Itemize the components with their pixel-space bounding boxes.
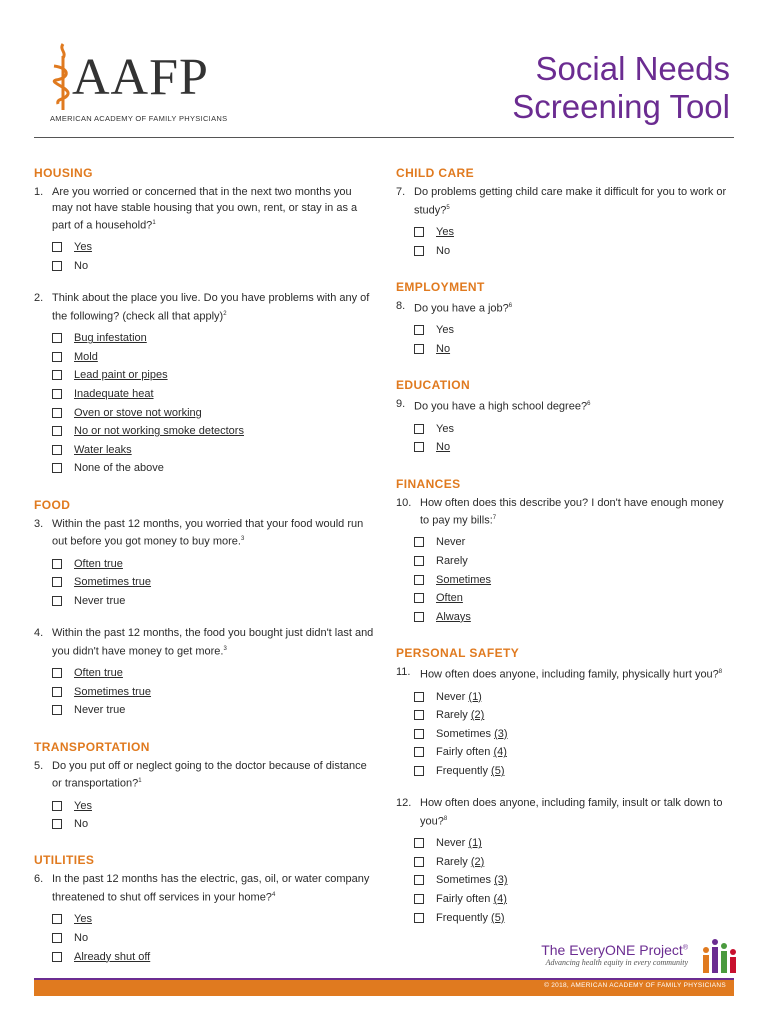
option-label: No xyxy=(436,244,451,257)
option-score: (5) xyxy=(491,911,505,924)
option[interactable] xyxy=(414,762,732,781)
question-text-body: How often does this describe you? I don't have enough money to pay my bills: xyxy=(420,496,724,527)
option[interactable] xyxy=(52,238,374,257)
question xyxy=(34,185,374,234)
question-text xyxy=(414,185,732,219)
section-employment xyxy=(396,280,732,358)
option[interactable] xyxy=(52,441,374,460)
question-number: 3. xyxy=(34,517,44,530)
checkbox[interactable] xyxy=(414,442,424,452)
option[interactable] xyxy=(414,438,732,457)
question-number: 8. xyxy=(396,299,406,312)
section-heading: EDUCATION xyxy=(396,378,471,393)
section-child-care xyxy=(396,166,732,260)
option-label: Sometimes true xyxy=(74,576,152,589)
option-label: No xyxy=(74,260,89,273)
question-spacer xyxy=(34,275,374,291)
option[interactable] xyxy=(414,853,732,872)
footnote-ref: 3 xyxy=(223,645,227,652)
option-label: Water leaks xyxy=(74,443,132,456)
option-score: (1) xyxy=(468,837,482,850)
title-line-2: Screening Tool xyxy=(512,88,730,125)
option-list xyxy=(52,664,374,720)
section-finances xyxy=(396,477,732,627)
option-label: Sometimes xyxy=(436,874,492,887)
section-utilities xyxy=(34,853,374,965)
option-label: Often true xyxy=(74,667,123,680)
checkbox[interactable] xyxy=(52,426,62,436)
option[interactable] xyxy=(414,725,732,744)
question-text xyxy=(414,299,512,317)
question-number: 1. xyxy=(34,186,44,198)
option-label: No xyxy=(436,441,451,454)
footnote-ref: 8 xyxy=(443,815,448,822)
checkbox[interactable] xyxy=(52,952,62,962)
option-label: Frequently xyxy=(436,764,488,777)
checkbox[interactable] xyxy=(414,227,424,237)
question-text xyxy=(52,626,374,660)
question-text xyxy=(52,759,374,793)
question xyxy=(34,759,374,793)
option[interactable] xyxy=(52,592,374,611)
option-score: (4) xyxy=(493,746,507,759)
everyone-project-brand xyxy=(541,942,688,967)
question-text-body: How often does anyone, including family, physically hurt you? xyxy=(420,668,719,681)
question-text xyxy=(420,665,722,683)
title-line-1: Social Needs xyxy=(535,50,730,87)
option[interactable] xyxy=(414,552,732,571)
option-label: No xyxy=(74,932,89,945)
question-number: 9. xyxy=(396,398,406,411)
option[interactable] xyxy=(414,340,732,359)
question-text-body: Think about the place you live. Do you have problems with any of the following? (check all that apply) xyxy=(52,292,370,323)
question-text-body: Are you worried or concerned that in the next two months you may not have stable housing that you own, rent, or stay in as a part of a household? xyxy=(52,186,358,232)
checkbox[interactable] xyxy=(52,596,62,606)
section-heading: TRANSPORTATION xyxy=(34,739,150,754)
section-heading: EMPLOYMENT xyxy=(396,279,485,294)
option[interactable] xyxy=(414,321,732,340)
aafp-logo xyxy=(50,42,250,126)
option-list xyxy=(414,834,732,927)
question-number: 7. xyxy=(396,186,406,198)
option-label: Inadequate heat xyxy=(74,388,154,401)
option-list xyxy=(52,796,374,833)
question-text xyxy=(420,796,732,830)
option-label: Yes xyxy=(436,324,454,337)
option-list xyxy=(52,554,374,610)
left-column xyxy=(34,166,374,986)
checkbox[interactable] xyxy=(52,559,62,569)
option-label: No xyxy=(436,342,451,355)
checkbox[interactable] xyxy=(52,577,62,587)
question xyxy=(34,872,374,906)
option-list xyxy=(414,223,732,260)
checkbox[interactable] xyxy=(414,729,424,739)
option[interactable] xyxy=(52,910,374,929)
question-number: 2. xyxy=(34,292,44,305)
checkbox[interactable] xyxy=(414,857,424,867)
page-title xyxy=(512,50,730,126)
option-score: (4) xyxy=(493,893,507,906)
footnote-ref: 4 xyxy=(271,891,276,898)
footnote-ref: 6 xyxy=(587,401,591,408)
question xyxy=(396,665,732,683)
checkbox[interactable] xyxy=(414,424,424,434)
question xyxy=(34,291,374,325)
option-label: Sometimes true xyxy=(74,685,152,698)
section-personal-safety xyxy=(396,646,732,927)
question-text xyxy=(52,185,374,234)
checkbox[interactable] xyxy=(414,894,424,904)
option-label: Bug infestation xyxy=(74,332,147,345)
everyone-project-logo-icon xyxy=(700,936,738,976)
option-list xyxy=(52,329,374,478)
brand-name: The EveryONE Project® xyxy=(541,942,688,958)
option-label: Always xyxy=(436,610,471,623)
option[interactable] xyxy=(414,570,732,589)
question xyxy=(396,796,732,830)
option-label: Sometimes xyxy=(436,727,492,740)
question-text-body: Do problems getting child care make it difficult for you to work or study? xyxy=(414,186,727,217)
option-label: Yes xyxy=(436,225,454,238)
checkbox[interactable] xyxy=(414,692,424,702)
option[interactable] xyxy=(52,459,374,478)
footnote-ref: 5 xyxy=(446,204,450,211)
option-score: (2) xyxy=(470,709,485,722)
option-label: Already shut off xyxy=(74,950,151,963)
option-label: Frequently xyxy=(436,911,488,924)
option[interactable] xyxy=(52,385,374,404)
section-housing xyxy=(34,166,374,478)
question-spacer xyxy=(34,610,374,626)
checkbox[interactable] xyxy=(414,710,424,720)
section-education xyxy=(396,378,732,456)
footer-bar xyxy=(34,978,734,996)
question-text xyxy=(414,397,590,415)
question-text-body: How often does anyone, including family, insult or talk down to you? xyxy=(420,797,723,828)
checkbox[interactable] xyxy=(52,261,62,271)
footnote-ref: 8 xyxy=(718,669,723,676)
checkbox[interactable] xyxy=(52,408,62,418)
question xyxy=(396,496,732,530)
question xyxy=(396,397,732,415)
option-score: (2) xyxy=(470,855,485,868)
section-heading: FOOD xyxy=(34,497,71,512)
option-label: Never true xyxy=(74,704,126,717)
option[interactable] xyxy=(52,682,374,701)
checkbox[interactable] xyxy=(414,838,424,848)
question xyxy=(34,626,374,660)
option-label: Yes xyxy=(74,799,92,812)
footnote-ref: 2 xyxy=(223,310,227,317)
option-label: Fairly often xyxy=(436,746,491,759)
option-score: (3) xyxy=(494,874,508,887)
footnote-ref: 6 xyxy=(508,302,513,309)
right-column xyxy=(396,166,732,947)
question-text-body: Do you have a job? xyxy=(414,302,509,315)
checkbox[interactable] xyxy=(52,705,62,715)
question-number: 12. xyxy=(396,797,412,810)
question-number: 10. xyxy=(396,496,412,509)
option-list xyxy=(414,533,732,626)
option[interactable] xyxy=(414,419,732,438)
option-label: Fairly often xyxy=(436,893,491,906)
checkbox[interactable] xyxy=(52,687,62,697)
option-list xyxy=(52,910,374,966)
option[interactable] xyxy=(414,743,732,762)
option[interactable] xyxy=(414,908,732,927)
option[interactable] xyxy=(52,815,374,834)
checkbox[interactable] xyxy=(52,370,62,380)
option-label: Often xyxy=(436,592,463,605)
option-list xyxy=(414,687,732,780)
option[interactable] xyxy=(414,589,732,608)
logo-text: AAFP xyxy=(72,49,209,106)
option-label: Never xyxy=(436,837,466,850)
option[interactable] xyxy=(52,554,374,573)
footnote-ref: 3 xyxy=(240,536,245,543)
checkbox[interactable] xyxy=(414,875,424,885)
option[interactable] xyxy=(52,947,374,966)
question-number: 6. xyxy=(34,873,44,886)
checkbox[interactable] xyxy=(414,747,424,757)
option-label: Rarely xyxy=(436,555,468,568)
option-label: None of the above xyxy=(74,462,164,475)
option[interactable] xyxy=(414,223,732,242)
footnote-ref: 7 xyxy=(492,515,497,522)
checkbox[interactable] xyxy=(414,593,424,603)
option-label: Never xyxy=(436,536,466,549)
option[interactable] xyxy=(414,871,732,890)
question-number: 5. xyxy=(34,759,44,772)
option-score: (3) xyxy=(494,727,508,740)
option-label: Yes xyxy=(436,422,454,435)
checkbox[interactable] xyxy=(52,242,62,252)
option[interactable] xyxy=(414,890,732,909)
question-text-body: In the past 12 months has the electric, gas, oil, or water company threatened to shut off services in your home? xyxy=(52,873,370,904)
footnote-ref: 1 xyxy=(138,778,142,785)
brand-tagline: Advancing health equity in every community xyxy=(545,958,688,967)
question-number: 4. xyxy=(34,627,44,640)
option-label: Rarely xyxy=(436,855,468,868)
checkbox[interactable] xyxy=(414,612,424,622)
checkbox[interactable] xyxy=(414,913,424,923)
checkbox[interactable] xyxy=(414,325,424,335)
option-label: No xyxy=(74,818,89,831)
section-heading: PERSONAL SAFETY xyxy=(396,646,520,661)
checkbox[interactable] xyxy=(52,333,62,343)
option[interactable] xyxy=(414,687,732,706)
option[interactable] xyxy=(52,403,374,422)
option-list xyxy=(52,238,374,275)
option-list xyxy=(414,419,732,456)
option-label: Often true xyxy=(74,557,123,570)
section-transportation xyxy=(34,740,374,834)
option[interactable] xyxy=(52,664,374,683)
question-text xyxy=(52,517,374,551)
option[interactable] xyxy=(52,422,374,441)
option[interactable] xyxy=(52,329,374,348)
option-label: Never xyxy=(436,690,466,703)
option-score: (5) xyxy=(491,764,505,777)
question-text xyxy=(52,291,374,325)
option[interactable] xyxy=(52,257,374,276)
section-food xyxy=(34,498,374,720)
question-text-body: Within the past 12 months, you worried that your food would run out before you got money to buy more. xyxy=(52,517,364,548)
option[interactable] xyxy=(52,796,374,815)
option[interactable] xyxy=(52,366,374,385)
option[interactable] xyxy=(52,701,374,720)
checkbox[interactable] xyxy=(414,344,424,354)
checkbox[interactable] xyxy=(52,352,62,362)
checkbox[interactable] xyxy=(52,914,62,924)
checkbox[interactable] xyxy=(52,801,62,811)
question-text xyxy=(420,496,732,530)
question-text xyxy=(52,872,374,906)
checkbox[interactable] xyxy=(52,463,62,473)
option-label: Yes xyxy=(74,241,92,254)
section-heading: HOUSING xyxy=(34,166,93,180)
option[interactable] xyxy=(414,241,732,260)
question xyxy=(34,517,374,551)
question-text-body: Do you have a high school degree? xyxy=(414,400,588,413)
option-label: Rarely xyxy=(436,709,468,722)
option-label: No or not working smoke detectors xyxy=(74,425,244,438)
checkbox[interactable] xyxy=(52,389,62,399)
option-label: Lead paint or pipes xyxy=(74,369,168,382)
section-heading: UTILITIES xyxy=(34,853,95,868)
section-heading: FINANCES xyxy=(396,476,461,491)
question-spacer xyxy=(396,780,732,796)
checkbox[interactable] xyxy=(414,537,424,547)
logo-subtitle: AMERICAN ACADEMY OF FAMILY PHYSICIANS xyxy=(50,114,228,123)
option-label: Yes xyxy=(74,913,92,926)
footnote-ref: 1 xyxy=(152,220,156,226)
option[interactable] xyxy=(52,573,374,592)
option[interactable] xyxy=(414,706,732,725)
header-divider xyxy=(34,137,734,138)
checkbox[interactable] xyxy=(52,933,62,943)
option[interactable] xyxy=(52,929,374,948)
checkbox[interactable] xyxy=(52,819,62,829)
question-text-body: Do you put off or neglect going to the doctor because of distance or transportation? xyxy=(52,759,367,790)
option[interactable] xyxy=(414,608,732,627)
option-label: Mold xyxy=(74,350,98,363)
option[interactable] xyxy=(414,533,732,552)
question xyxy=(396,299,732,317)
option[interactable] xyxy=(52,348,374,367)
copyright: © 2018, AMERICAN ACADEMY OF FAMILY PHYSICIANS xyxy=(544,982,726,989)
question xyxy=(396,185,732,219)
checkbox[interactable] xyxy=(414,246,424,256)
checkbox[interactable] xyxy=(414,575,424,585)
question-text-body: Within the past 12 months, the food you bought just didn't last and you didn't have money to get more. xyxy=(52,627,374,658)
option-list xyxy=(414,321,732,358)
checkbox[interactable] xyxy=(52,445,62,455)
section-heading: CHILD CARE xyxy=(396,166,474,180)
question-number: 11. xyxy=(396,666,411,679)
checkbox[interactable] xyxy=(414,766,424,776)
checkbox[interactable] xyxy=(414,556,424,566)
option-label: Sometimes xyxy=(436,573,492,586)
option-score: (1) xyxy=(468,690,482,703)
checkbox[interactable] xyxy=(52,668,62,678)
option[interactable] xyxy=(414,834,732,853)
option-label: Never true xyxy=(74,594,126,607)
option-label: Oven or stove not working xyxy=(74,406,202,419)
